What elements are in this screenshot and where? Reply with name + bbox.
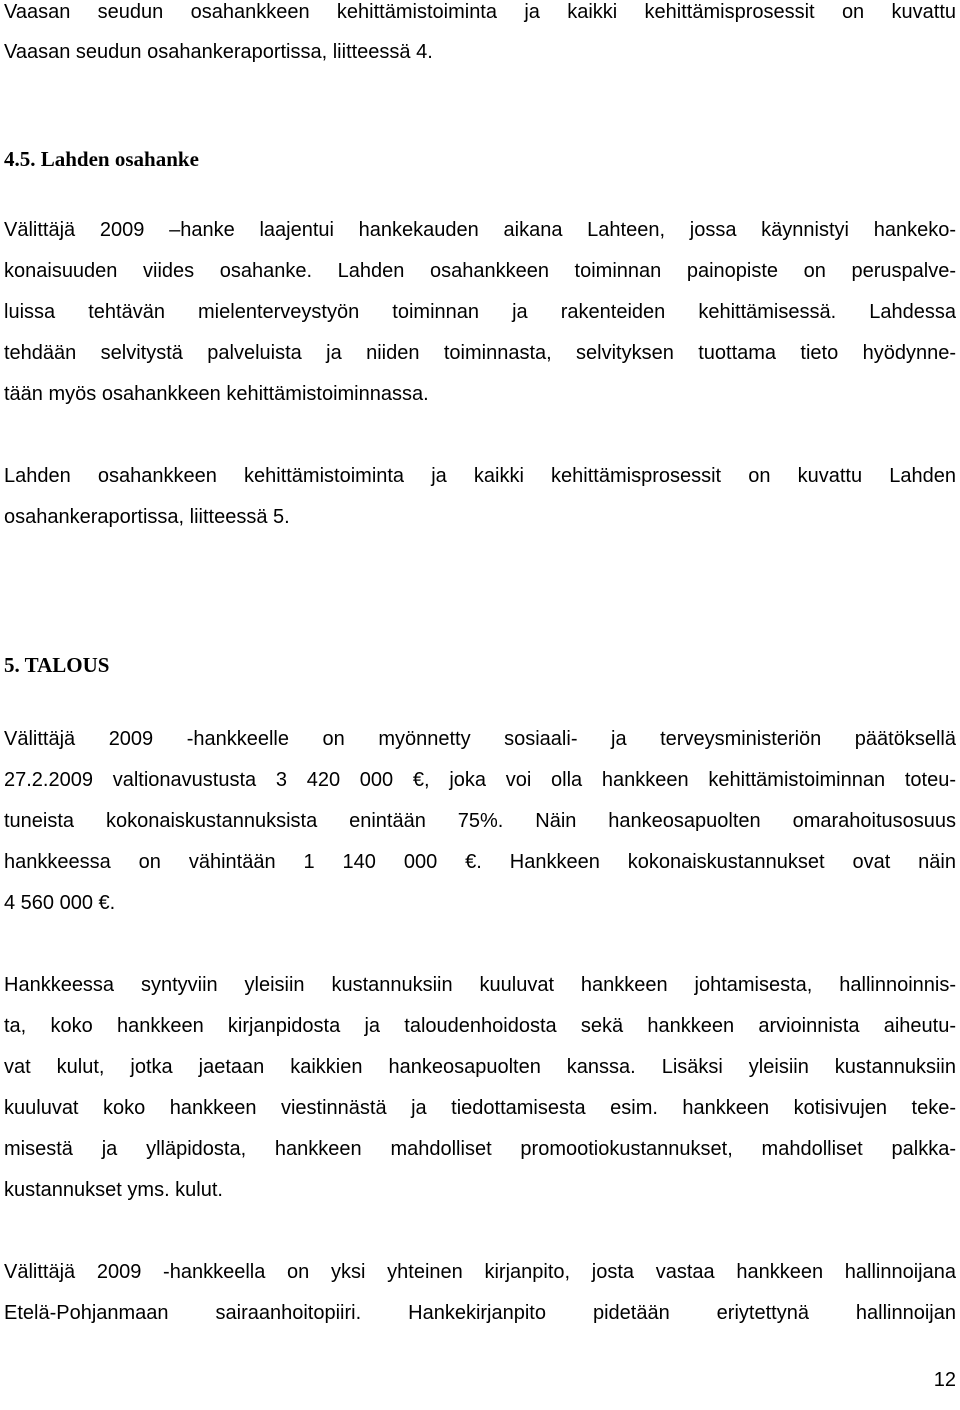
paragraph-line: kustannukset yms. kulut.	[4, 1179, 223, 1201]
paragraph-line: Vaasan seudun osahankeraportissa, liitteessä 4.	[4, 41, 433, 63]
page-number: 12	[933, 1369, 956, 1391]
section-heading: 4.5. Lahden osahanke	[4, 147, 199, 171]
paragraph-line: Vaasan seudun osahankkeen kehittämistoiminta ja kaikki kehittämisprosessit on kuvattu	[4, 1, 956, 23]
paragraph-line: Välittäjä 2009 -hankkeella on yksi yhteinen kirjanpito, josta vastaa hankkeen hallinnoijana	[4, 1261, 956, 1283]
paragraph-line: Lahden osahankkeen kehittämistoiminta ja kaikki kehittämisprosessit on kuvattu Lahden	[4, 465, 956, 487]
paragraph-line: misestä ja ylläpidosta, hankkeen mahdolliset promootiokustannukset, mahdolliset palkka-	[4, 1138, 956, 1160]
paragraph-line: hankkeessa on vähintään 1 140 000 €. Hankkeen kokonaiskustannukset ovat näin	[4, 851, 956, 873]
paragraph-line: luissa tehtävän mielenterveystyön toiminnan ja rakenteiden kehittämisessä. Lahdessa	[4, 301, 956, 323]
paragraph-line: Välittäjä 2009 –hanke laajentui hankekauden aikana Lahteen, jossa käynnistyi hankeko-	[4, 219, 956, 241]
paragraph-line: osahankeraportissa, liitteessä 5.	[4, 506, 290, 528]
paragraph-line: ta, koko hankkeen kirjanpidosta ja taloudenhoidosta sekä hankkeen arvioinnista aiheutu-	[4, 1015, 956, 1037]
paragraph-line: tehdään selvitystä palveluista ja niiden toiminnasta, selvityksen tuottama tieto hyödynne-	[4, 342, 956, 364]
paragraph-line: 4 560 000 €.	[4, 892, 116, 914]
paragraph-line: Hankkeessa syntyviin yleisiin kustannuksiin kuuluvat hankkeen johtamisesta, hallinnoinnis-	[4, 974, 956, 996]
paragraph-line: konaisuuden viides osahanke. Lahden osahankkeen toiminnan painopiste on peruspalve-	[4, 260, 956, 282]
paragraph-line: tuneista kokonaiskustannuksista enintään 75%. Näin hankeosapuolten omarahoitusosuus	[4, 810, 956, 832]
paragraph-line: vat kulut, jotka jaetaan kaikkien hankeosapuolten kanssa. Lisäksi yleisiin kustannuksiin	[4, 1056, 956, 1078]
paragraph-line: Välittäjä 2009 -hankkeelle on myönnetty sosiaali- ja terveysministeriön päätöksellä	[4, 728, 956, 750]
paragraph-line: tään myös osahankkeen kehittämistoiminnassa.	[4, 383, 429, 405]
paragraph-line: 27.2.2009 valtionavustusta 3 420 000 €, joka voi olla hankkeen kehittämistoiminnan toteu-	[4, 769, 956, 791]
paragraph-line: Etelä-Pohjanmaan sairaanhoitopiiri. Hankekirjanpito pidetään eriytettynä hallinnoijan	[4, 1302, 956, 1324]
section-heading: 5. TALOUS	[4, 653, 110, 677]
paragraph-line: kuuluvat koko hankkeen viestinnästä ja tiedottamisesta esim. hankkeen kotisivujen teke-	[4, 1097, 956, 1119]
